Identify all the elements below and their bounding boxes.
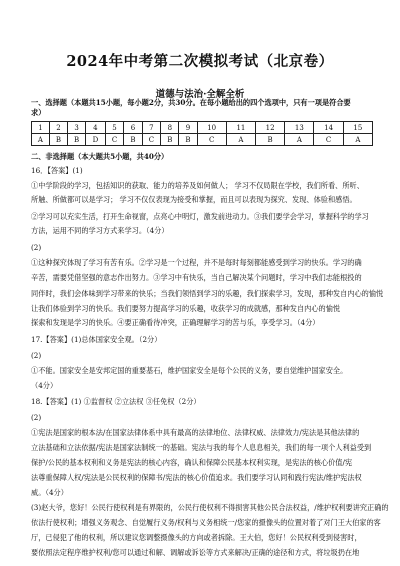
body-line: ①不能。国家安全是安邦定国的重要基石，维护国家安全是每个公民的义务，要自觉维护国家安全。 <box>31 366 348 375</box>
answer-table <box>31 121 373 146</box>
table-cell: C <box>197 134 226 146</box>
table-cell: 10 <box>197 122 226 134</box>
body-line: ①中学阶段的学习，包括知识的获取、能力的培养及如何做人； 学习不仅局限在学校，我们所看、所听、 <box>31 181 364 190</box>
body-line: 保护/公民的基本权利和义务是宪法的核心内容，确认和保障公民基本权利实现，是宪法的核心价值/宪 <box>31 458 353 467</box>
table-cell: D <box>86 134 106 146</box>
table-cell: 12 <box>256 122 285 134</box>
body-line: 法尊重保障人权/宪法是公民权利的保障书/宪法的核心价值追求。我们要学习认同和践行宪法/维护宪法权 <box>31 473 362 482</box>
body-line: (2) <box>31 243 42 252</box>
table-cell: A <box>285 134 314 146</box>
table-cell: B <box>68 134 86 146</box>
question-number-row <box>32 122 373 134</box>
body-line: 要依照法定程序维护权利/您可以通过和解、调解或诉讼等方式来解决/正确的途径和方式，将垃圾扔在地 <box>31 548 360 557</box>
section1-heading-cont: 求） <box>31 108 46 117</box>
table-cell: B <box>256 134 285 146</box>
table-cell: 14 <box>314 122 343 134</box>
body-line: ①这种探究体现了学习有苦有乐。②学习是一个过程，并不是每时每刻都能感受到学习的快乐。学习的确 <box>31 258 362 267</box>
section1-heading: 一、选择题（本题共15小题，每小题2分，共30分。在每小题给出的四个选项中，只有一项是符合要 <box>31 98 351 107</box>
body-line: 方法，运用不同的学习方式来学习。（4分） <box>31 226 169 235</box>
table-cell: A <box>343 134 372 146</box>
table-cell: 4 <box>86 122 106 134</box>
body-line: 让我们体验到学习的快乐。我们要努力提高学习的乐趣，收获学习的成就感，那种发自内心的愉悦 <box>31 304 341 313</box>
table-cell: C <box>142 134 161 146</box>
body-line: ②学习可以充实生活，打开生命视窗，点亮心中明灯，激发前进动力。③我们要学会学习，掌握科学的学习 <box>31 212 369 221</box>
body-line: 厅，已侵犯了他的权利，所以建议您调整摄像头的方向或者拆除。王大伯，您好！公民权利受到侵害时， <box>31 533 362 542</box>
body-line: 威。（4分） <box>31 488 68 497</box>
table-cell: 9 <box>179 122 197 134</box>
body-line: 同伴时，我们会体味到学习带来的快乐；当我们领悟到学习的乐趣，我们探索学习，发现，那种发自内心的愉悦 <box>31 289 384 298</box>
table-cell: 5 <box>105 122 124 134</box>
body-line: 辛苦，需要凭借坚强的意志作出努力。③学习中有快乐，当自己解决某个问题时，学习中我们志能根投的 <box>31 273 362 282</box>
table-cell: 3 <box>68 122 86 134</box>
body-line: (2) <box>31 351 42 360</box>
table-cell: 8 <box>161 122 179 134</box>
answer-row <box>32 134 373 146</box>
table-cell: 1 <box>32 122 50 134</box>
table-cell: 6 <box>124 122 142 134</box>
table-cell: C <box>314 134 343 146</box>
body-line: ①宪法是国家的根本法/在国家法律体系中具有最高的法律地位、法律权威、法律效力/宪法是其他法律的 <box>31 428 360 437</box>
body-line: (3)赵大爷，您好！公民行使权利是有界限的，公民行使权利不得损害其他公民合法权益，/维护权利要讲究正确的 <box>31 503 389 512</box>
table-cell: 2 <box>49 122 67 134</box>
table-cell: B <box>161 134 179 146</box>
table-cell: 15 <box>343 122 372 134</box>
table-cell: B <box>179 134 197 146</box>
exam-title: 2024年中考第二次模拟考试（北京卷） <box>66 53 334 70</box>
table-cell: 7 <box>142 122 161 134</box>
body-line: 16．【答案】(1) <box>31 166 83 175</box>
exam-subtitle: 道德与法治·全解全析 <box>155 89 245 100</box>
body-line: 依法行使权利；增强义务观念、自觉履行义务/权利与义务相统一/您家的摄像头的位置对着了对门王大伯家的客 <box>31 518 381 527</box>
table-cell: 13 <box>285 122 314 134</box>
body-line: 17.【答案】(1)总体国家安全观。（2分） <box>31 335 162 344</box>
table-cell: C <box>105 134 124 146</box>
table-cell: B <box>124 134 142 146</box>
body-line: 探索和发现是学习的快乐。④要正确看待冲突，正确理解学习的苦与乐，享受学习。（4分） <box>31 318 320 327</box>
table-cell: A <box>226 134 255 146</box>
body-line: 18.【答案】(1) ①监督权 ②立法权 ③任免权（2分） <box>31 397 201 406</box>
section2-heading: 二、非选择题（本大题共5小题，共40分） <box>31 152 169 161</box>
body-line: 立法基础和立法依据/宪法是国家法制统一的基础。宪法与我的每个人息息相关，我们的每一项个人利益受到 <box>31 443 372 452</box>
table-cell: 11 <box>226 122 255 134</box>
table-cell: B <box>49 134 67 146</box>
table-cell: A <box>32 134 50 146</box>
body-line: 所触、所做都可以是学习； 学习不仅仅表现为接受和掌握，而且可以表现为探究、发现、体验和感悟。 <box>31 195 357 204</box>
body-line: (2) <box>31 413 42 422</box>
body-line: （4分） <box>31 381 58 390</box>
